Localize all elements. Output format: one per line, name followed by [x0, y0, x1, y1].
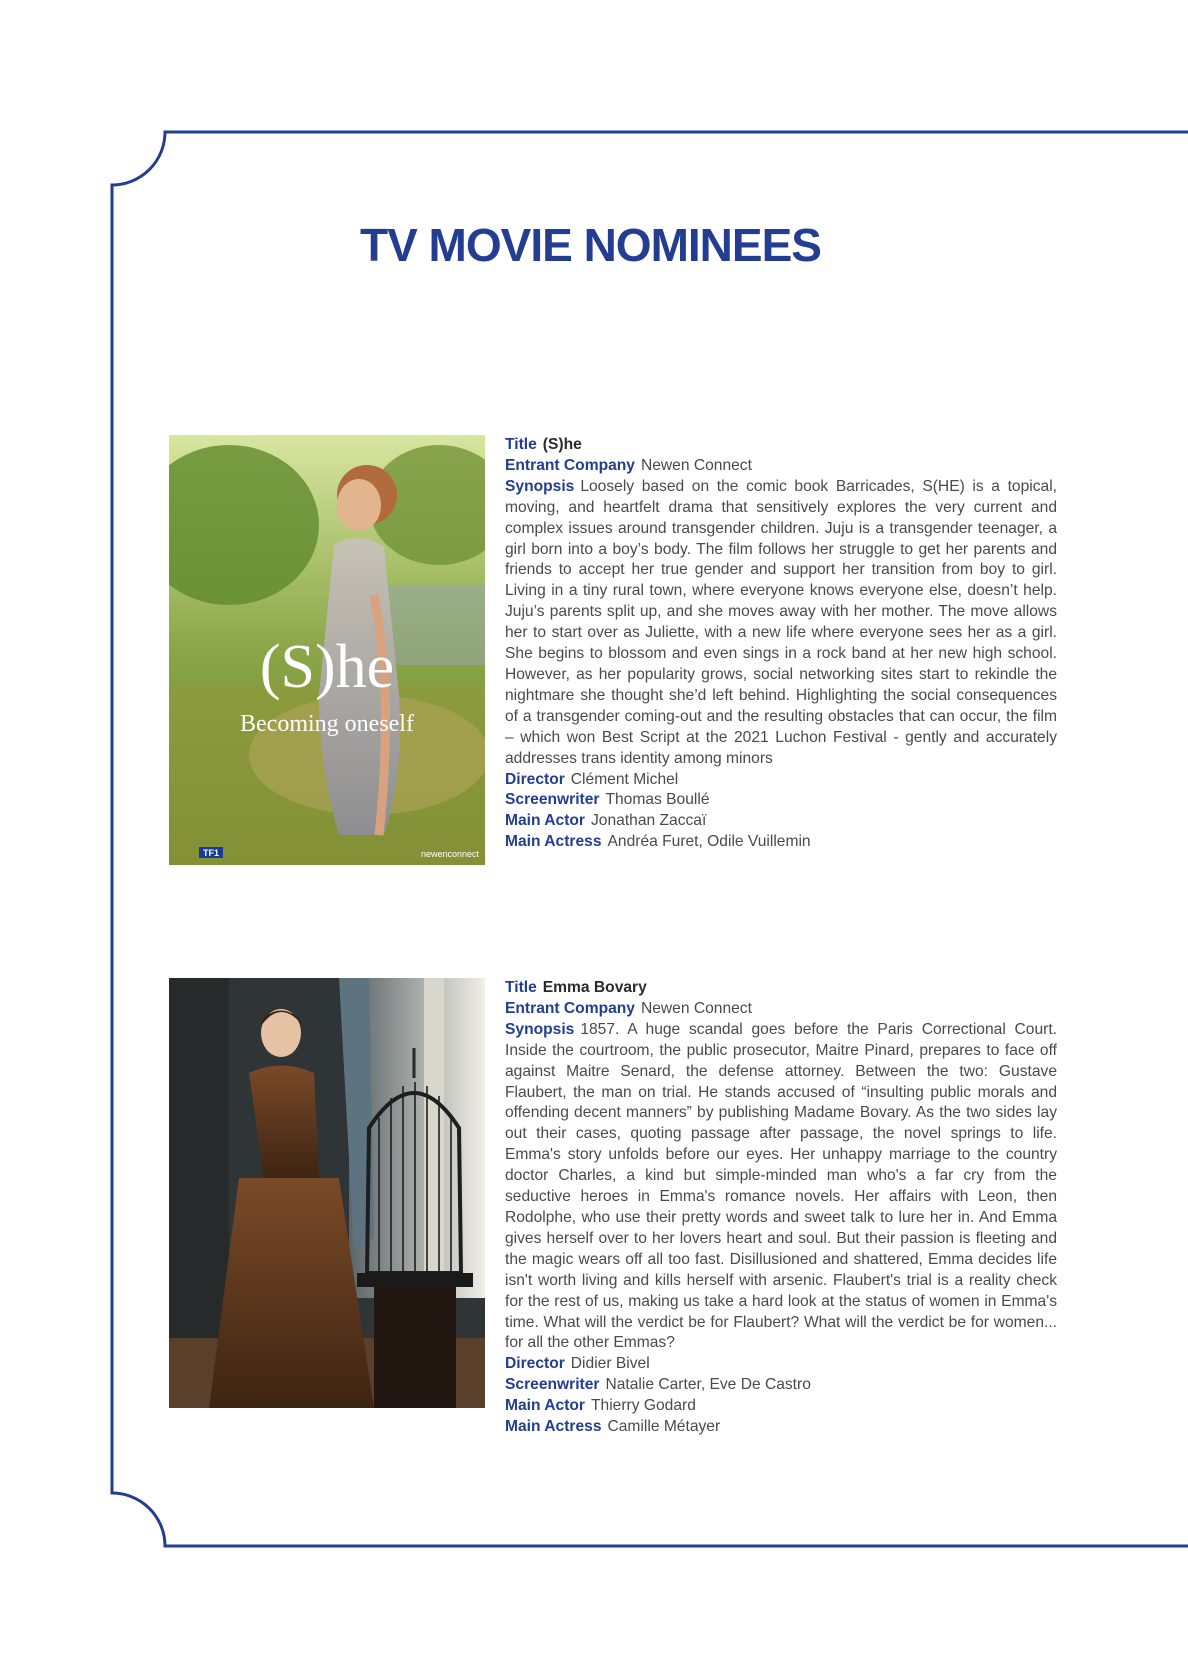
main-actor-value: Thierry Godard	[591, 1397, 696, 1415]
screenwriter-row	[505, 790, 1057, 811]
title-row	[505, 435, 1057, 456]
she-details	[505, 435, 1057, 853]
synopsis-text: 1857. A huge scandal goes before the Paris Correctional Court. Inside the courtroom, the public prosecutor, Maitre Pinard, prepares to face off against Maitre Senard, the defense attorney. Between the two: Gustave Flaubert, the man on trial. He stands accused of “insulting public morals and offending decent manners” by publishing Madame Bovary. As the two sides lay out their cases, quoting passage after passage, the novel springs to life. Emma's story unfolds before our eyes. Her unhappy marriage to the country doctor Charles, a kind but simple-minded man who's a far cry from the seductive heroes in Emma's romance novels. Her affairs with Leon, then Rodolphe, who use their pretty words and sweet talk to lure her in. And Emma gives herself over to her lovers heart and soul. But their passion is fleeting and the magic wears off all too fast. Disillusioned and shattered, Emma decides life isn't worth living and kills herself with arsenic. Flaubert's trial is a reality check for the rest of us, making us take a hard look at the status of women in Emma's time. What will the verdict be for Flaubert? What will the verdict be for women... for all the other Emmas?	[505, 1020, 1057, 1352]
entrant-company-value: Newen Connect	[640, 456, 752, 474]
main-actor-value: Jonathan Zaccaï	[591, 812, 707, 830]
emma-bovary-still-image	[169, 978, 485, 1408]
page-title: TV MOVIE NOMINEES	[360, 219, 821, 271]
director-value: Didier Bivel	[570, 1355, 650, 1373]
entrant-company-value: Newen Connect	[640, 999, 752, 1017]
emma-bovary-details	[505, 978, 1057, 1438]
main-actor-label: Main Actor	[505, 1397, 585, 1415]
newen-connect-logo: newenconnect	[420, 849, 479, 859]
main-actress-row	[505, 1417, 1057, 1438]
entrant-company-row	[505, 999, 1057, 1020]
synopsis-row	[505, 477, 1057, 770]
synopsis-row	[505, 1020, 1057, 1355]
director-row	[505, 1354, 1057, 1375]
director-label: Director	[505, 770, 565, 788]
screenwriter-value: Thomas Boullé	[605, 791, 710, 809]
synopsis-label: Synopsis	[505, 477, 575, 495]
she-poster-image	[169, 435, 485, 865]
screenwriter-label: Screenwriter	[505, 1376, 600, 1394]
screenwriter-row	[505, 1375, 1057, 1396]
poster-title-text: (S)he	[259, 633, 395, 701]
main-actor-row	[505, 811, 1057, 832]
poster-tagline-text: Becoming oneself	[240, 711, 414, 737]
entrant-company-row	[505, 456, 1057, 477]
director-row	[505, 770, 1057, 791]
screenwriter-value: Natalie Carter, Eve De Castro	[605, 1376, 811, 1394]
main-actress-value: Camille Métayer	[607, 1418, 721, 1436]
title-label: Title	[505, 436, 537, 453]
director-value: Clément Michel	[570, 770, 679, 788]
main-actress-label: Main Actress	[505, 1418, 602, 1436]
title-label: Title	[505, 979, 537, 996]
title-value: (S)he	[542, 436, 582, 453]
title-row	[505, 978, 1057, 999]
entrant-company-label: Entrant Company	[505, 999, 635, 1017]
synopsis-label: Synopsis	[505, 1020, 575, 1038]
screenwriter-label: Screenwriter	[505, 791, 600, 809]
main-actress-label: Main Actress	[505, 833, 602, 851]
synopsis-text: Loosely based on the comic book Barricades, S(HE) is a topical, moving, and heartfelt drama that sensitively explores the very current and complex issues around transgender children. Juju is a transgender teenager, a girl born into a boy’s body. The film follows her struggle to get her parents and friends to accept her true gender and support her transition from boy to girl. Living in a tiny rural town, where everyone knows everyone else, doesn’t help. Juju’s parents split up, and she moves away with her mother. The move allows her to start over as Juliette, with a new life where everyone sees her as a girl. She begins to blossom and even sings in a rock band at her new high school. However, as her popularity grows, social networking sites start to rekindle the nightmare she thought she’d left behind. Highlighting the social consequences of a transgender coming-out and the resulting obstacles that can occur, the film – which won Best Script at the 2021 Luchon Festival - gently and accurately addresses trans identity among minors	[505, 477, 1057, 767]
tf1-logo: TF1	[202, 848, 220, 858]
main-actor-row	[505, 1396, 1057, 1417]
title-value: Emma Bovary	[542, 979, 647, 996]
main-actor-label: Main Actor	[505, 812, 585, 830]
director-label: Director	[505, 1355, 565, 1373]
entrant-company-label: Entrant Company	[505, 456, 635, 474]
main-actress-row	[505, 832, 1057, 853]
main-actress-value: Andréa Furet, Odile Vuillemin	[607, 833, 811, 851]
